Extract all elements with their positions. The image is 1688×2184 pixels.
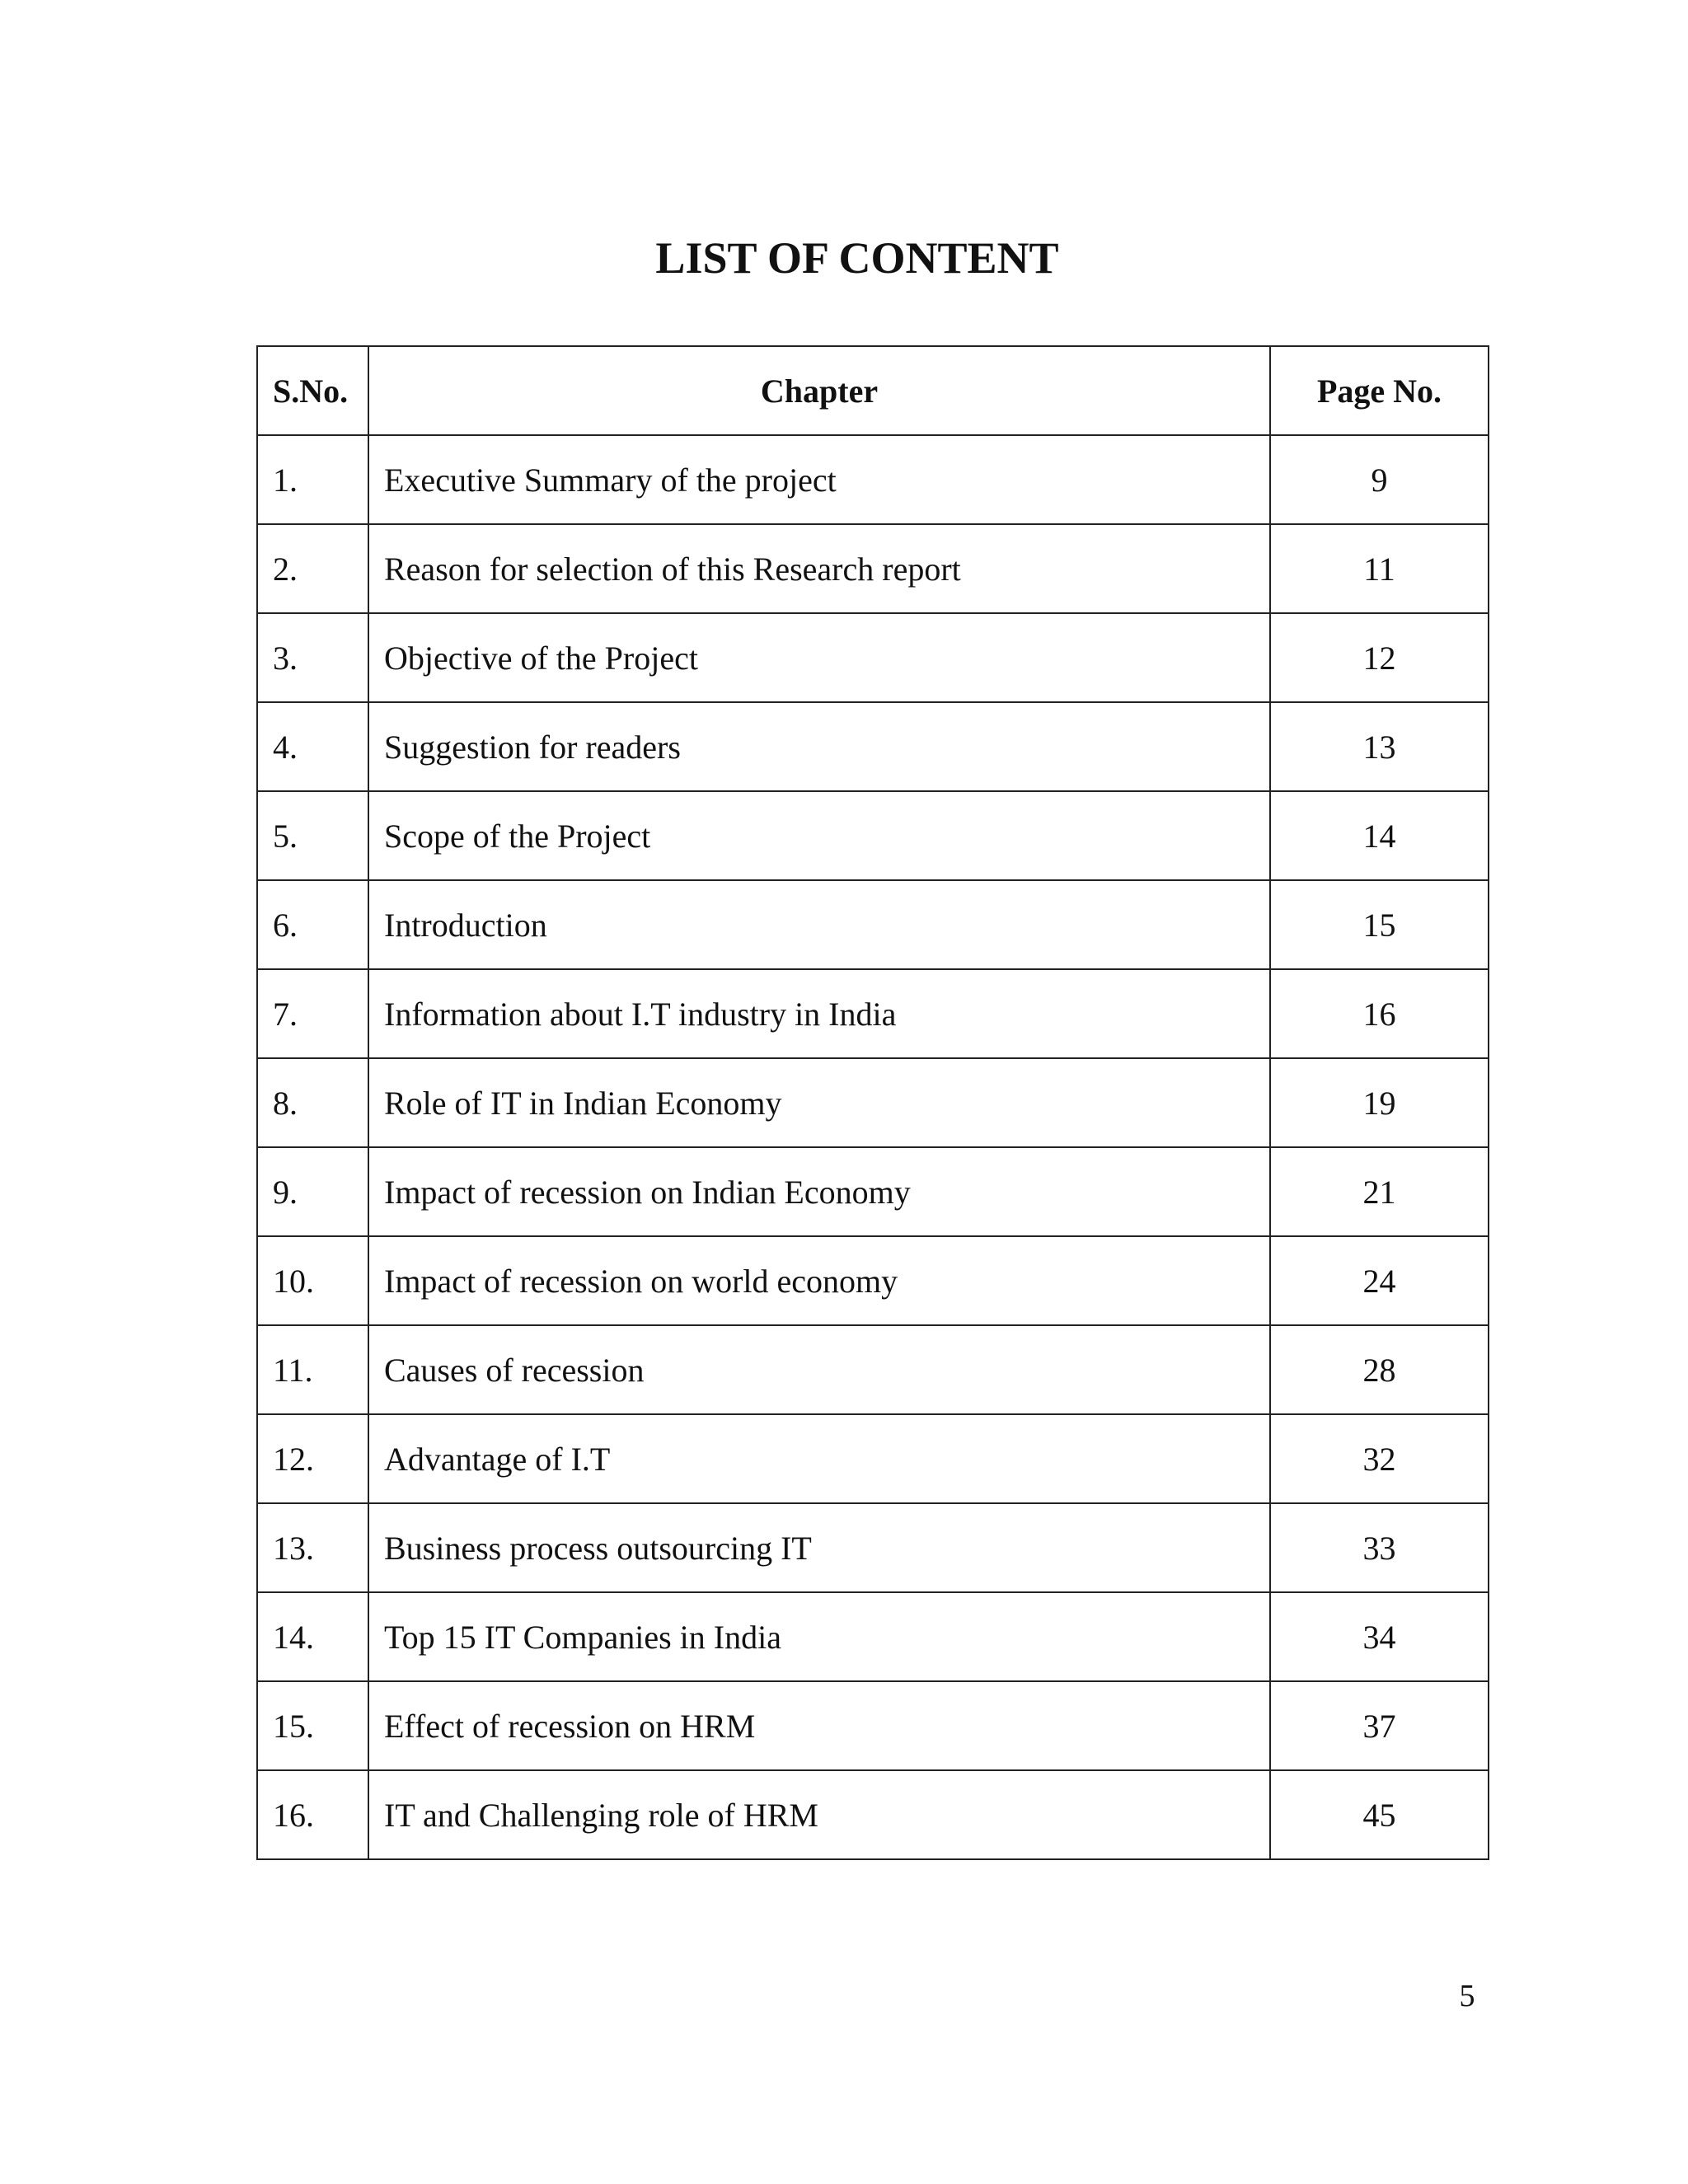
- row-chapter: Objective of the Project: [368, 613, 1270, 702]
- row-page: 19: [1270, 1058, 1489, 1147]
- row-chapter: Scope of the Project: [368, 791, 1270, 880]
- row-sno: 1.: [257, 435, 368, 524]
- row-chapter: Causes of recession: [368, 1325, 1270, 1414]
- table-row: [257, 1592, 1489, 1681]
- row-page: 32: [1270, 1414, 1489, 1503]
- table-row: [257, 524, 1489, 613]
- row-page: 33: [1270, 1503, 1489, 1592]
- row-page: 16: [1270, 969, 1489, 1058]
- row-sno: 5.: [257, 791, 368, 880]
- row-chapter: Top 15 IT Companies in India: [368, 1592, 1270, 1681]
- row-chapter: Reason for selection of this Research report: [368, 524, 1270, 613]
- row-sno: 9.: [257, 1147, 368, 1236]
- table-row: [257, 880, 1489, 969]
- row-sno: 11.: [257, 1325, 368, 1414]
- row-chapter: Information about I.T industry in India: [368, 969, 1270, 1058]
- table-row: [257, 613, 1489, 702]
- row-sno: 10.: [257, 1236, 368, 1325]
- table-row: [257, 1503, 1489, 1592]
- row-chapter: IT and Challenging role of HRM: [368, 1770, 1270, 1859]
- table-row: [257, 1325, 1489, 1414]
- row-page: 28: [1270, 1325, 1489, 1414]
- row-chapter: Effect of recession on HRM: [368, 1681, 1270, 1770]
- table-row: [257, 969, 1489, 1058]
- row-page: 45: [1270, 1770, 1489, 1859]
- row-page: 24: [1270, 1236, 1489, 1325]
- row-page: 15: [1270, 880, 1489, 969]
- row-page: 34: [1270, 1592, 1489, 1681]
- row-chapter: Advantage of I.T: [368, 1414, 1270, 1503]
- table-row: [257, 1681, 1489, 1770]
- table-row: [257, 435, 1489, 524]
- row-sno: 2.: [257, 524, 368, 613]
- contents-table: [256, 345, 1489, 1860]
- table-row: [257, 1236, 1489, 1325]
- row-chapter: Introduction: [368, 880, 1270, 969]
- page-number: 5: [1459, 1979, 1475, 2013]
- table-row: [257, 702, 1489, 791]
- row-sno: 15.: [257, 1681, 368, 1770]
- row-chapter: Suggestion for readers: [368, 702, 1270, 791]
- row-page: 14: [1270, 791, 1489, 880]
- row-chapter: Impact of recession on world economy: [368, 1236, 1270, 1325]
- row-page: 21: [1270, 1147, 1489, 1236]
- table-row: [257, 1770, 1489, 1859]
- row-sno: 7.: [257, 969, 368, 1058]
- row-sno: 16.: [257, 1770, 368, 1859]
- row-sno: 12.: [257, 1414, 368, 1503]
- table-row: [257, 1058, 1489, 1147]
- table-row: [257, 1414, 1489, 1503]
- column-header-sno: S.No.: [257, 346, 368, 435]
- row-chapter: Role of IT in Indian Economy: [368, 1058, 1270, 1147]
- row-chapter: Impact of recession on Indian Economy: [368, 1147, 1270, 1236]
- row-sno: 3.: [257, 613, 368, 702]
- row-page: 11: [1270, 524, 1489, 613]
- row-page: 37: [1270, 1681, 1489, 1770]
- row-chapter: Business process outsourcing IT: [368, 1503, 1270, 1592]
- column-header-chapter: Chapter: [368, 346, 1270, 435]
- table-row: [257, 1147, 1489, 1236]
- row-sno: 4.: [257, 702, 368, 791]
- table-header-row: [257, 346, 1489, 435]
- row-page: 12: [1270, 613, 1489, 702]
- row-sno: 14.: [257, 1592, 368, 1681]
- row-page: 13: [1270, 702, 1489, 791]
- row-chapter: Executive Summary of the project: [368, 435, 1270, 524]
- row-sno: 8.: [257, 1058, 368, 1147]
- row-sno: 13.: [257, 1503, 368, 1592]
- row-page: 9: [1270, 435, 1489, 524]
- table-row: [257, 791, 1489, 880]
- row-sno: 6.: [257, 880, 368, 969]
- page-title: LIST OF CONTENT: [655, 233, 1059, 283]
- column-header-page: Page No.: [1270, 346, 1489, 435]
